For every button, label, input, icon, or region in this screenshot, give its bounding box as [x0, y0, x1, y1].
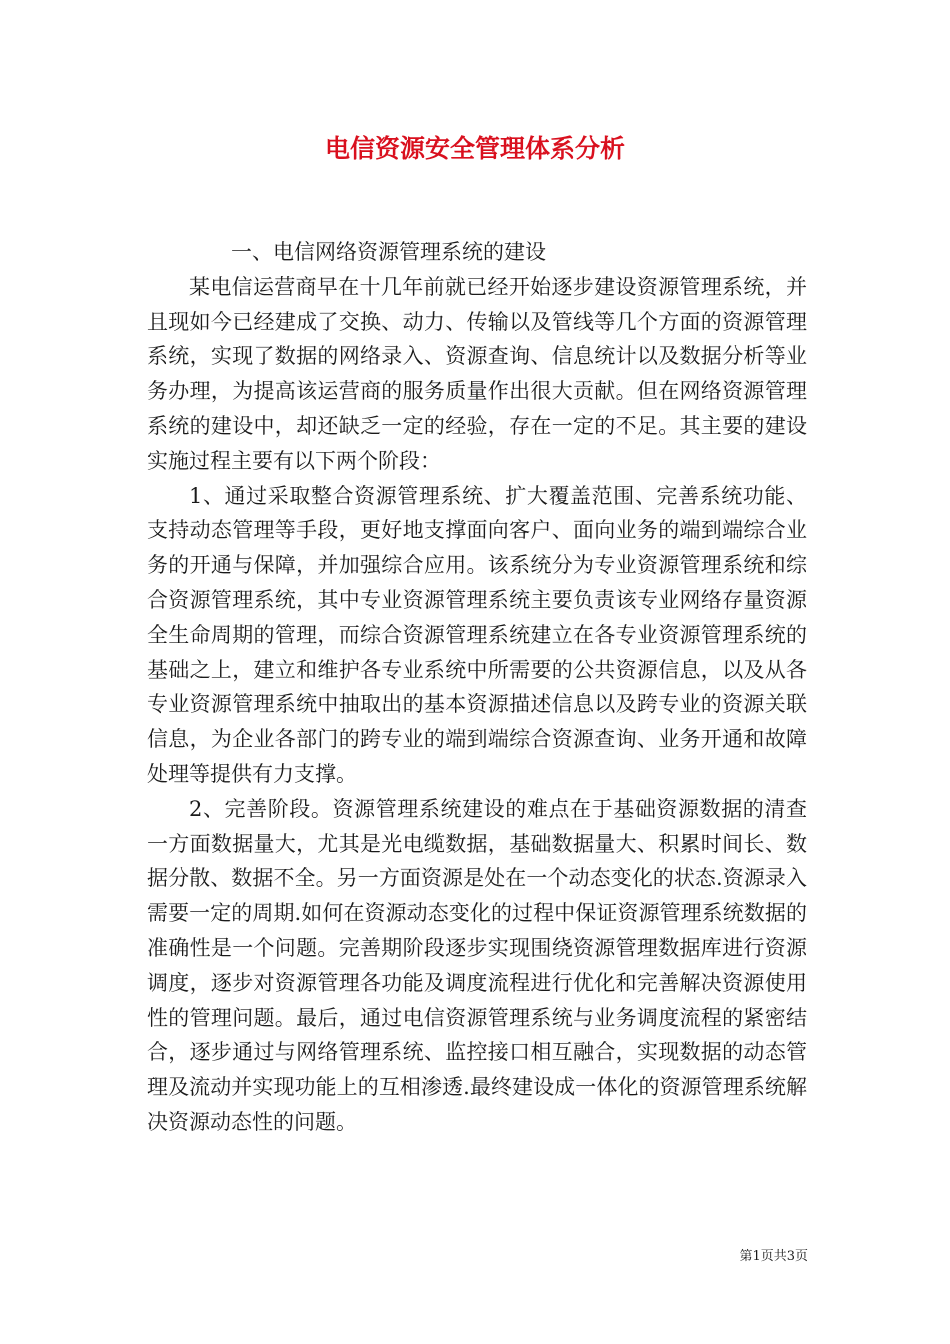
- page-number-footer: 第1页共3页: [739, 1249, 808, 1264]
- paragraph-stage-1: 1、通过采取整合资源管理系统、扩大覆盖范围、完善系统功能、支持动态管理等手段，更好地支撑面向客户、面向业务的端到端综合业务的开通与保障，并加强综合应用。该系统分为专业资源管理系统和综合资源管理系统，其中专业资源管理系统主要负责该专业网络存量资源全生命周期的管理，而综合资源管理系统建立在各专业资源管理系统的基础之上，建立和维护各专业系统中所需要的公共资源信息，以及从各专业资源管理系统中抽取出的基本资源描述信息以及跨专业的资源关联信息，为企业各部门的跨专业的端到端综合资源查询、业务开通和故障处理等提供有力支撑。: [147, 483, 807, 786]
- paragraph-intro: 某电信运营商早在十几年前就已经开始逐步建设资源管理系统，并且现如今已经建成了交换、动力、传输以及管线等几个方面的资源管理系统，实现了数据的网络录入、资源查询、信息统计以及数据分析等业务办理，为提高该运营商的服务质量作出很大贡献。但在网络资源管理系统的建设中，却还缺乏一定的经验，存在一定的不足。其主要的建设实施过程主要有以下两个阶段：: [147, 274, 807, 473]
- document-body: [147, 235, 807, 1140]
- document-title: 电信资源安全管理体系分析: [324, 134, 625, 163]
- paragraph-stage-2: 2、完善阶段。资源管理系统建设的难点在于基础资源数据的清查一方面数据量大，尤其是光电缆数据，基础数据量大、积累时间长、数据分散、数据不全。另一方面资源是处在一个动态变化的状态.资源录入需要一定的周期.如何在资源动态变化的过程中保证资源管理系统数据的准确性是一个问题。完善期阶段逐步实现围绕资源管理数据库进行资源调度，逐步对资源管理各功能及调度流程进行优化和完善解决资源使用性的管理问题。最后，通过电信资源管理系统与业务调度流程的紧密结合，逐步通过与网络管理系统、监控接口相互融合，实现数据的动态管理及流动并实现功能上的互相渗透.最终建设成一体化的资源管理系统解决资源动态性的问题。: [147, 796, 807, 1134]
- section-heading: 一、电信网络资源管理系统的建设: [231, 240, 546, 264]
